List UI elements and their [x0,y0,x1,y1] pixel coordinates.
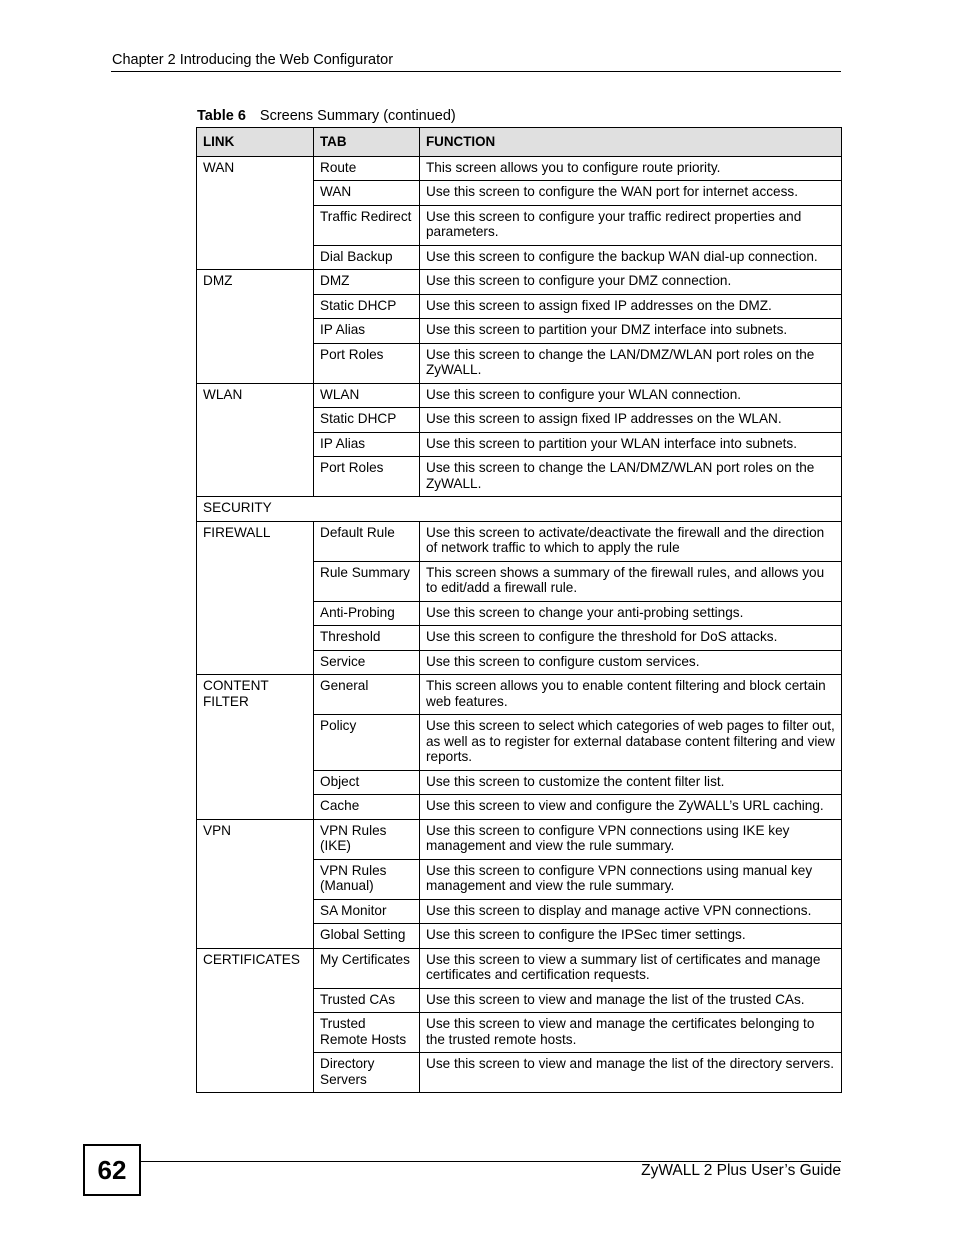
tab-cell: SA Monitor [314,899,420,924]
tab-cell: Anti-Probing [314,601,420,626]
link-cell: WLAN [197,383,314,497]
screens-summary-table [196,127,842,1093]
tab-cell: Default Rule [314,521,420,561]
table-row [197,948,842,988]
function-cell: Use this screen to assign fixed IP addresses on the DMZ. [420,294,842,319]
link-cell: WAN [197,156,314,270]
tab-cell: Port Roles [314,343,420,383]
link-cell: DMZ [197,270,314,384]
function-cell: Use this screen to configure the backup WAN dial-up connection. [420,245,842,270]
function-cell: Use this screen to view and configure the ZyWALL’s URL caching. [420,795,842,820]
function-cell: Use this screen to view and manage the list of the trusted CAs. [420,988,842,1013]
column-header-function: FUNCTION [420,128,842,157]
table-caption-title: Screens Summary (continued) [259,108,456,124]
tab-cell: Directory Servers [314,1053,420,1093]
tab-cell: Static DHCP [314,294,420,319]
tab-cell: VPN Rules (Manual) [314,859,420,899]
tab-cell: IP Alias [314,432,420,457]
link-cell: FIREWALL [197,521,314,675]
tab-cell: Cache [314,795,420,820]
function-cell: Use this screen to configure your traffic redirect properties and parameters. [420,205,842,245]
function-cell: Use this screen to view and manage the list of the directory servers. [420,1053,842,1093]
function-cell: Use this screen to configure custom services. [420,650,842,675]
function-cell: Use this screen to assign fixed IP addresses on the WLAN. [420,408,842,433]
function-cell: Use this screen to change the LAN/DMZ/WLAN port roles on the ZyWALL. [420,343,842,383]
link-cell: CONTENT FILTER [197,675,314,820]
table-row [197,156,842,181]
tab-cell: Static DHCP [314,408,420,433]
tab-cell: Traffic Redirect [314,205,420,245]
function-cell: This screen shows a summary of the firewall rules, and allows you to edit/add a firewall rule. [420,561,842,601]
function-cell: Use this screen to partition your WLAN interface into subnets. [420,432,842,457]
tab-cell: Global Setting [314,924,420,949]
function-cell: Use this screen to select which categories of web pages to filter out, as well as to register for external database content filtering and view reports. [420,715,842,771]
tab-cell: WAN [314,181,420,206]
tab-cell: Trusted CAs [314,988,420,1013]
link-cell: VPN [197,819,314,948]
function-cell: Use this screen to configure the IPSec timer settings. [420,924,842,949]
tab-cell: Threshold [314,626,420,651]
function-cell: Use this screen to view a summary list of certificates and manage certificates and certification requests. [420,948,842,988]
function-cell: Use this screen to configure VPN connections using manual key management and view the rule summary. [420,859,842,899]
function-cell: Use this screen to customize the content filter list. [420,770,842,795]
function-cell: Use this screen to partition your DMZ interface into subnets. [420,319,842,344]
tab-cell: Dial Backup [314,245,420,270]
function-cell: Use this screen to view and manage the certificates belonging to the trusted remote hosts. [420,1013,842,1053]
function-cell: Use this screen to configure your DMZ connection. [420,270,842,295]
column-header-link: LINK [197,128,314,157]
link-cell: CERTIFICATES [197,948,314,1093]
tab-cell: Service [314,650,420,675]
table-row [197,383,842,408]
tab-cell: Object [314,770,420,795]
table-body [197,156,842,1093]
function-cell: Use this screen to display and manage active VPN connections. [420,899,842,924]
function-cell: Use this screen to configure VPN connections using IKE key management and view the rule summary. [420,819,842,859]
tab-cell: DMZ [314,270,420,295]
function-cell: Use this screen to configure your WLAN connection. [420,383,842,408]
table-row [197,521,842,561]
function-cell: Use this screen to activate/deactivate the firewall and the direction of network traffic to which to apply the rule [420,521,842,561]
tab-cell: Route [314,156,420,181]
function-cell: Use this screen to configure the threshold for DoS attacks. [420,626,842,651]
page-number: 62 [83,1144,141,1196]
table-row [197,819,842,859]
function-cell: Use this screen to configure the WAN port for internet access. [420,181,842,206]
column-header-tab: TAB [314,128,420,157]
table-row [197,675,842,715]
table-caption-label: Table 6 [197,108,246,124]
tab-cell: General [314,675,420,715]
tab-cell: Trusted Remote Hosts [314,1013,420,1053]
table-section-row [197,497,842,522]
function-cell: Use this screen to change your anti-probing settings. [420,601,842,626]
function-cell: This screen allows you to configure route priority. [420,156,842,181]
tab-cell: WLAN [314,383,420,408]
function-cell: This screen allows you to enable content filtering and block certain web features. [420,675,842,715]
tab-cell: IP Alias [314,319,420,344]
section-heading: SECURITY [197,497,842,522]
table-header-row [197,128,842,157]
table-caption [197,108,456,124]
tab-cell: Rule Summary [314,561,420,601]
tab-cell: VPN Rules (IKE) [314,819,420,859]
tab-cell: Policy [314,715,420,771]
tab-cell: My Certificates [314,948,420,988]
header-divider [111,71,841,72]
guide-title: ZyWALL 2 Plus User’s Guide [641,1162,841,1179]
table-row [197,270,842,295]
chapter-header: Chapter 2 Introducing the Web Configurator [112,52,394,68]
function-cell: Use this screen to change the LAN/DMZ/WLAN port roles on the ZyWALL. [420,457,842,497]
tab-cell: Port Roles [314,457,420,497]
